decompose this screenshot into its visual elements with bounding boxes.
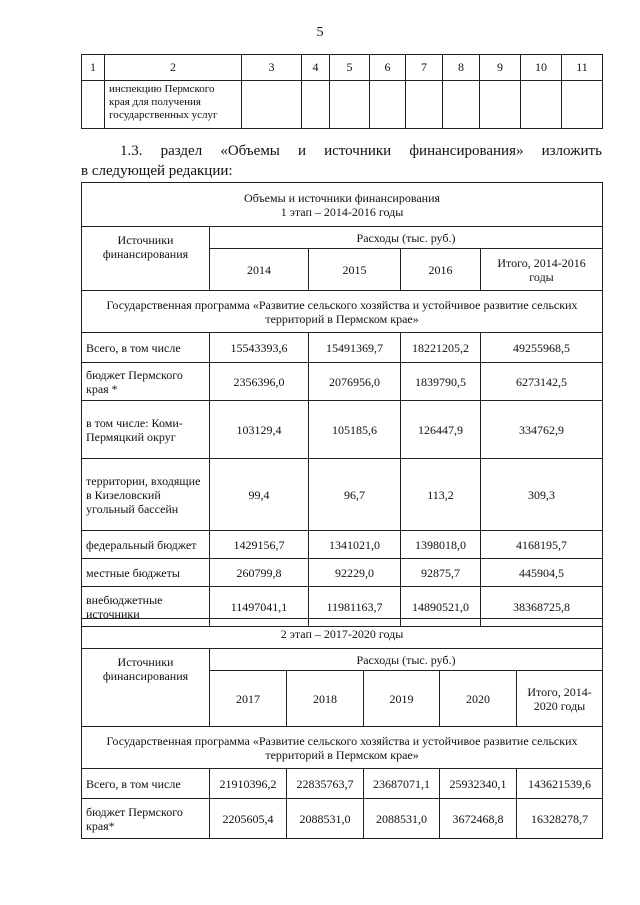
stage2-year: 2017 xyxy=(210,671,287,727)
stage1-row-federal-budget: федеральный бюджет 1429156,7 1341021,0 1398018,0 4168195,7 xyxy=(82,531,603,559)
stage1-title-row xyxy=(82,183,603,227)
stage1-row-total: Всего, в том числе 15543393,6 15491369,7 18221205,2 49255968,5 xyxy=(82,333,603,363)
stage1-year: 2016 xyxy=(401,249,481,291)
stage2-subtitle: 2 этап – 2017-2020 годы xyxy=(82,619,603,649)
stage1-row-komi-permyak: в том числе: Коми-Пермяцкий округ 103129,4 105185,6 126447,9 334762,9 xyxy=(82,401,603,459)
continuation-row xyxy=(82,81,603,129)
col-num-9: 9 xyxy=(480,55,521,81)
page-number: 5 xyxy=(316,25,324,40)
stage1-row-regional-budget: бюджет Пермского края * 2356396,0 2076956,0 1839790,5 6273142,5 xyxy=(82,363,603,401)
stage1-program-row xyxy=(82,291,603,333)
col-num-8: 8 xyxy=(443,55,480,81)
stage2-expenses-header: Расходы (тыс. руб.) xyxy=(210,649,603,671)
paragraph-word: изложить xyxy=(541,143,602,159)
stage1-total-header: Итого, 2014-2016 годы xyxy=(481,249,603,291)
col-num-7: 7 xyxy=(406,55,443,81)
stage1-table xyxy=(81,182,603,627)
stage1-expenses-header: Расходы (тыс. руб.) xyxy=(210,227,603,249)
stage2-program: Государственная программа «Развитие сельского хозяйства и устойчивое развитие сельских территорий в Пермском крае» xyxy=(82,727,603,769)
stage1-row-extrabudgetary: внебюджетные источники 11497041,1 11981163,7 14890521,0 38368725,8 xyxy=(82,587,603,627)
stage2-title-row xyxy=(82,619,603,649)
paragraph-word: источники xyxy=(324,143,392,159)
stage1-program: Государственная программа «Развитие сельского хозяйства и устойчивое развитие сельских территорий в Пермском крае» xyxy=(82,291,603,333)
paragraph-line-1 xyxy=(120,142,602,161)
continuation-table xyxy=(81,54,603,129)
stage1-row-kizel-basin: территории, входящие в Кизеловский угольный бассейн 99,4 96,7 113,2 309,3 xyxy=(82,459,603,531)
col-num-1: 1 xyxy=(82,55,105,81)
stage2-total-header: Итого, 2014-2020 годы xyxy=(517,671,603,727)
paragraph-line-2: в следующей редакции: xyxy=(81,163,233,179)
paragraph-word: и xyxy=(298,143,307,159)
paragraph-word: 1.3. xyxy=(120,143,143,159)
stage2-program-row xyxy=(82,727,603,769)
stage2-year: 2018 xyxy=(287,671,364,727)
stage1-header-row xyxy=(82,227,603,249)
stage1-row-local-budgets: местные бюджеты 260799,8 92229,0 92875,7 445904,5 xyxy=(82,559,603,587)
stage2-sources-header: Источники финансирования xyxy=(82,649,210,727)
col-num-6: 6 xyxy=(370,55,406,81)
paragraph-word: «Объемы xyxy=(220,143,280,159)
col-num-2: 2 xyxy=(105,55,242,81)
stage1-sources-header: Источники финансирования xyxy=(82,227,210,291)
col-num-10: 10 xyxy=(521,55,562,81)
stage2-header-row xyxy=(82,649,603,671)
paragraph-word: раздел xyxy=(160,143,203,159)
stage1-title: Объемы и источники финансирования xyxy=(244,190,441,205)
stage2-year: 2020 xyxy=(440,671,517,727)
col-num-11: 11 xyxy=(562,55,603,81)
column-number-row xyxy=(82,55,603,81)
continuation-row-text: инспекцию Пермского края для получения государственных услуг xyxy=(105,81,242,129)
col-num-5: 5 xyxy=(330,55,370,81)
stage1-year: 2015 xyxy=(309,249,401,291)
stage1-subtitle: 1 этап – 2014-2016 годы xyxy=(280,204,404,219)
stage2-row-total: Всего, в том числе 21910396,2 22835763,7 23687071,1 25932340,1 143621539,6 xyxy=(82,769,603,799)
stage1-year: 2014 xyxy=(210,249,309,291)
stage2-year: 2019 xyxy=(364,671,440,727)
stage2-table xyxy=(81,618,603,839)
col-num-4: 4 xyxy=(302,55,330,81)
stage2-row-regional-budget: бюджет Пермского края* 2205605,4 2088531,0 2088531,0 3672468,8 16328278,7 xyxy=(82,799,603,839)
paragraph-word: финансирования» xyxy=(409,143,524,159)
col-num-3: 3 xyxy=(242,55,302,81)
